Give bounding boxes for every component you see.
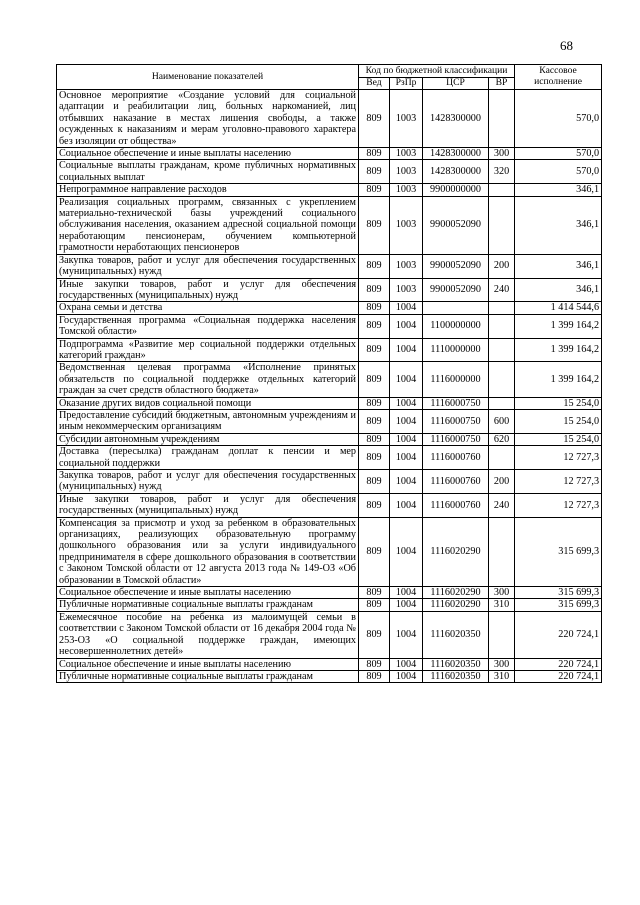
cell-amount: 15 254,0	[515, 409, 602, 433]
header-code-group: Код по бюджетной классификации	[359, 65, 515, 78]
cell-amount: 346,1	[515, 278, 602, 302]
cell-csr: 1428300000	[423, 160, 489, 184]
cell-ved: 809	[359, 362, 390, 397]
cell-ved: 809	[359, 611, 390, 658]
cell-amount: 315 699,3	[515, 587, 602, 599]
table-row	[57, 517, 602, 586]
cell-name: Компенсация за присмотр и уход за ребенком в образовательных организациях, реализующих образовательную программу дошкольного образования или за услуги индивидуального предпринимателя в сфере дошкольного образования в соответствии с Законом Томской области от 12 августа 2013 года № 149-ОЗ «Об образовании в Томской области»	[57, 517, 359, 586]
cell-vr	[489, 90, 515, 148]
cell-vr: 300	[489, 148, 515, 160]
header-ved: Вед	[359, 78, 390, 90]
cell-vr	[489, 184, 515, 196]
cell-vr: 200	[489, 470, 515, 494]
table-row	[57, 670, 602, 682]
table-row	[57, 397, 602, 409]
cell-name: Социальные выплаты гражданам, кроме публичных нормативных социальных выплат	[57, 160, 359, 184]
cell-ved: 809	[359, 470, 390, 494]
cell-name: Публичные нормативные социальные выплаты гражданам	[57, 670, 359, 682]
cell-csr: 1116020290	[423, 517, 489, 586]
cell-csr: 9900052090	[423, 278, 489, 302]
cell-csr: 1116020290	[423, 599, 489, 611]
cell-name: Субсидии автономным учреждениям	[57, 433, 359, 445]
cell-amount: 1 399 164,2	[515, 338, 602, 362]
cell-csr: 1116000750	[423, 397, 489, 409]
cell-rzpr: 1004	[390, 493, 423, 517]
cell-csr: 1428300000	[423, 148, 489, 160]
cell-name: Закупка товаров, работ и услуг для обеспечения государственных (муниципальных) нужд	[57, 470, 359, 494]
cell-ved: 809	[359, 302, 390, 314]
cell-amount: 220 724,1	[515, 611, 602, 658]
table-row	[57, 184, 602, 196]
cell-csr	[423, 302, 489, 314]
cell-ved: 809	[359, 658, 390, 670]
cell-rzpr: 1004	[390, 658, 423, 670]
cell-amount: 220 724,1	[515, 670, 602, 682]
cell-vr	[489, 517, 515, 586]
cell-csr: 9900052090	[423, 196, 489, 254]
cell-vr: 240	[489, 493, 515, 517]
page-number: 68	[560, 38, 573, 53]
cell-name: Публичные нормативные социальные выплаты гражданам	[57, 599, 359, 611]
cell-amount: 12 727,3	[515, 493, 602, 517]
cell-ved: 809	[359, 148, 390, 160]
header-rzpr: РзПр	[390, 78, 423, 90]
table-row	[57, 148, 602, 160]
cell-csr: 1116000750	[423, 409, 489, 433]
table-row	[57, 611, 602, 658]
table-row	[57, 254, 602, 278]
cell-rzpr: 1004	[390, 599, 423, 611]
cell-name: Подпрограмма «Развитие мер социальной поддержки отдельных категорий граждан»	[57, 338, 359, 362]
cell-amount: 570,0	[515, 160, 602, 184]
cell-amount: 346,1	[515, 254, 602, 278]
cell-ved: 809	[359, 517, 390, 586]
cell-name: Социальное обеспечение и иные выплаты населению	[57, 148, 359, 160]
cell-ved: 809	[359, 90, 390, 148]
cell-ved: 809	[359, 587, 390, 599]
table-row	[57, 599, 602, 611]
table-body	[57, 90, 602, 683]
cell-rzpr: 1004	[390, 587, 423, 599]
table-row	[57, 470, 602, 494]
header-cash-execution: Кассовое исполнение	[515, 65, 602, 90]
table-row	[57, 196, 602, 254]
cell-vr	[489, 611, 515, 658]
cell-ved: 809	[359, 599, 390, 611]
table-row	[57, 90, 602, 148]
cell-name: Доставка (пересылка) гражданам доплат к пенсии и мер социальной поддержки	[57, 446, 359, 470]
table-row	[57, 314, 602, 338]
cell-name: Государственная программа «Социальная поддержка населения Томской области»	[57, 314, 359, 338]
cell-ved: 809	[359, 433, 390, 445]
budget-table	[56, 64, 602, 683]
cell-rzpr: 1003	[390, 278, 423, 302]
cell-vr: 300	[489, 587, 515, 599]
cell-name: Оказание других видов социальной помощи	[57, 397, 359, 409]
table-row	[57, 658, 602, 670]
cell-csr: 1116000000	[423, 362, 489, 397]
cell-csr: 1110000000	[423, 338, 489, 362]
cell-amount: 1 399 164,2	[515, 314, 602, 338]
cell-ved: 809	[359, 338, 390, 362]
cell-name: Охрана семьи и детства	[57, 302, 359, 314]
cell-rzpr: 1004	[390, 670, 423, 682]
table-row	[57, 446, 602, 470]
cell-vr: 240	[489, 278, 515, 302]
cell-ved: 809	[359, 254, 390, 278]
cell-name: Реализация социальных программ, связанных с укреплением материально-технической базы учреждений социального обслуживания населения, оказанием адресной социальной помощи неработающим пенсионерам, обучением компьютерной грамотности неработающих пенсионеров	[57, 196, 359, 254]
cell-name: Ведомственная целевая программа «Исполнение принятых обязательств по социальной поддержке отдельных категорий граждан за счет средств областного бюджета»	[57, 362, 359, 397]
cell-rzpr: 1004	[390, 446, 423, 470]
cell-csr: 1116000760	[423, 493, 489, 517]
cell-amount: 570,0	[515, 90, 602, 148]
cell-vr	[489, 314, 515, 338]
table-row	[57, 493, 602, 517]
table-row	[57, 362, 602, 397]
cell-csr: 1116000750	[423, 433, 489, 445]
cell-vr: 310	[489, 599, 515, 611]
cell-csr: 1116020350	[423, 611, 489, 658]
cell-ved: 809	[359, 184, 390, 196]
cell-name: Иные закупки товаров, работ и услуг для обеспечения государственных (муниципальных) нужд	[57, 493, 359, 517]
cell-amount: 15 254,0	[515, 397, 602, 409]
cell-vr: 620	[489, 433, 515, 445]
cell-ved: 809	[359, 278, 390, 302]
cell-rzpr: 1004	[390, 409, 423, 433]
cell-csr: 1116000760	[423, 446, 489, 470]
cell-ved: 809	[359, 446, 390, 470]
cell-vr: 310	[489, 670, 515, 682]
cell-csr: 1428300000	[423, 90, 489, 148]
cell-csr: 9900000000	[423, 184, 489, 196]
cell-rzpr: 1003	[390, 160, 423, 184]
cell-ved: 809	[359, 397, 390, 409]
cell-rzpr: 1004	[390, 433, 423, 445]
cell-rzpr: 1004	[390, 397, 423, 409]
cell-csr: 1100000000	[423, 314, 489, 338]
cell-csr: 1116020350	[423, 670, 489, 682]
cell-amount: 15 254,0	[515, 433, 602, 445]
cell-rzpr: 1004	[390, 314, 423, 338]
header-csr: ЦСР	[423, 78, 489, 90]
cell-vr	[489, 446, 515, 470]
cell-rzpr: 1004	[390, 302, 423, 314]
cell-vr	[489, 338, 515, 362]
cell-vr: 320	[489, 160, 515, 184]
cell-ved: 809	[359, 160, 390, 184]
cell-rzpr: 1003	[390, 184, 423, 196]
cell-name: Социальное обеспечение и иные выплаты населению	[57, 658, 359, 670]
cell-ved: 809	[359, 409, 390, 433]
cell-amount: 220 724,1	[515, 658, 602, 670]
cell-ved: 809	[359, 493, 390, 517]
cell-csr: 1116000760	[423, 470, 489, 494]
cell-amount: 1 399 164,2	[515, 362, 602, 397]
cell-rzpr: 1004	[390, 362, 423, 397]
cell-name: Социальное обеспечение и иные выплаты населению	[57, 587, 359, 599]
cell-vr: 300	[489, 658, 515, 670]
cell-vr	[489, 397, 515, 409]
cell-name: Предоставление субсидий бюджетным, автономным учреждениям и иным некоммерческим организациям	[57, 409, 359, 433]
cell-name: Основное мероприятие «Создание условий для социальной адаптации и реабилитации лиц, больных наркоманией, лиц отбывших наказание в местах лишения свободы, а также осужденных к наказаниям и мерам уголовно-правового характера без изоляции от общества»	[57, 90, 359, 148]
cell-amount: 315 699,3	[515, 517, 602, 586]
cell-vr: 600	[489, 409, 515, 433]
cell-ved: 809	[359, 314, 390, 338]
cell-csr: 9900052090	[423, 254, 489, 278]
cell-amount: 12 727,3	[515, 470, 602, 494]
cell-ved: 809	[359, 196, 390, 254]
table-row	[57, 338, 602, 362]
cell-rzpr: 1003	[390, 254, 423, 278]
cell-rzpr: 1003	[390, 196, 423, 254]
cell-vr: 200	[489, 254, 515, 278]
cell-csr: 1116020290	[423, 587, 489, 599]
cell-amount: 12 727,3	[515, 446, 602, 470]
cell-rzpr: 1004	[390, 338, 423, 362]
cell-amount: 570,0	[515, 148, 602, 160]
cell-amount: 346,1	[515, 196, 602, 254]
header-name: Наименование показателей	[57, 65, 359, 90]
cell-vr	[489, 196, 515, 254]
cell-rzpr: 1004	[390, 611, 423, 658]
cell-vr	[489, 302, 515, 314]
cell-rzpr: 1003	[390, 148, 423, 160]
cell-name: Закупка товаров, работ и услуг для обеспечения государственных (муниципальных) нужд	[57, 254, 359, 278]
cell-rzpr: 1004	[390, 470, 423, 494]
cell-rzpr: 1004	[390, 517, 423, 586]
table-row	[57, 302, 602, 314]
cell-name: Непрограммное направление расходов	[57, 184, 359, 196]
table-row	[57, 160, 602, 184]
cell-vr	[489, 362, 515, 397]
cell-amount: 346,1	[515, 184, 602, 196]
cell-ved: 809	[359, 670, 390, 682]
table-row	[57, 587, 602, 599]
table-row	[57, 278, 602, 302]
cell-rzpr: 1003	[390, 90, 423, 148]
cell-csr: 1116020350	[423, 658, 489, 670]
header-vr: ВР	[489, 78, 515, 90]
cell-amount: 315 699,3	[515, 599, 602, 611]
table-row	[57, 409, 602, 433]
table-row	[57, 433, 602, 445]
cell-name: Иные закупки товаров, работ и услуг для обеспечения государственных (муниципальных) нужд	[57, 278, 359, 302]
cell-name: Ежемесячное пособие на ребенка из малоимущей семьи в соответствии с Законом Томской области от 16 декабря 2004 года № 253-ОЗ «О социальной поддержке граждан, имеющих несовершеннолетних детей»	[57, 611, 359, 658]
cell-amount: 1 414 544,6	[515, 302, 602, 314]
